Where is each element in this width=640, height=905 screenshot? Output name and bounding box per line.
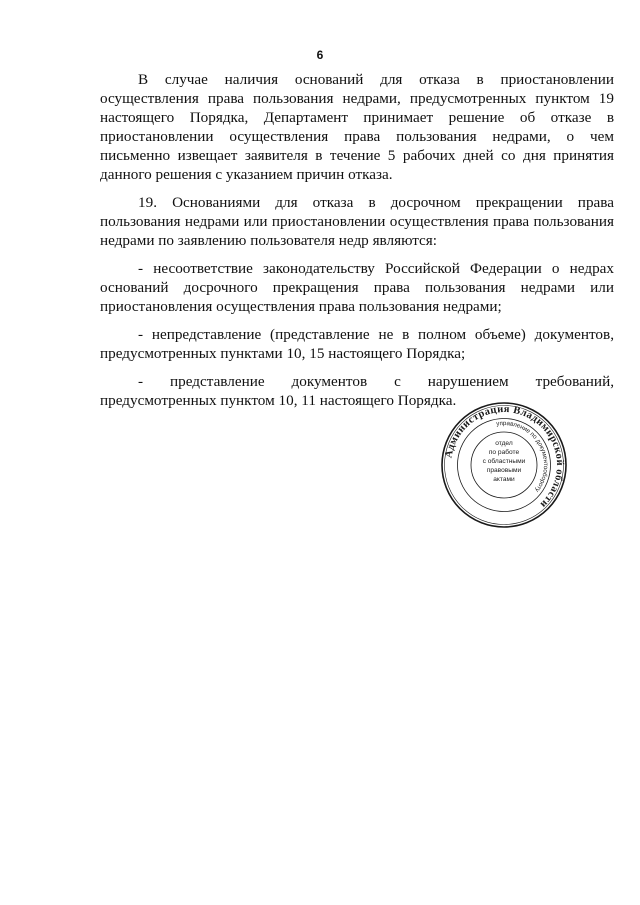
official-stamp: [440, 401, 568, 529]
paragraph-ground-violations: - представление документов с нарушением требований, предусмотренных пунктом 10, 11 настоящего Порядка.: [100, 373, 614, 409]
stamp-center-line: актами: [493, 476, 515, 483]
stamp-outer-text: Администрация Владимирской области: [443, 403, 566, 510]
stamp-center-line: по работе: [488, 449, 520, 456]
paragraph-refusal-suspension: В случае наличия оснований для отказа в приостановлении осуществления права пользования недрами, предусмотренных пунктом 19 настоящего Порядка, Департамент принимает решение об отказе в приостановлении осуществления права пользования недрами, о чем письменно извещает заявителя в течение 5 рабочих дней со дня принятия данного решения с указанием причин отказа.: [100, 71, 614, 183]
stamp-center-line: правовыми: [486, 467, 522, 474]
paragraph-item-19: 19. Основаниями для отказа в досрочном прекращении права пользования недрами или приостановлении осуществления права пользования недрами по заявлению пользователя недр являются:: [100, 194, 614, 249]
stamp-middle-text: управление по документообороту: [495, 419, 550, 494]
page-number: 6: [316, 48, 324, 62]
paragraph-ground-legislation: - несоответствие законодательству Российской Федерации о недрах оснований досрочного прекращения права пользования недрами или приостановления осуществления права пользования недрами;: [100, 260, 614, 315]
paragraph-ground-missing-documents: - непредставление (представление не в полном объеме) документов, предусмотренных пунктами 10, 15 настоящего Порядка;: [100, 326, 614, 362]
document-body: [100, 70, 614, 419]
stamp-center-line: отдел: [495, 440, 513, 447]
stamp-center-line: с областными: [482, 458, 526, 465]
